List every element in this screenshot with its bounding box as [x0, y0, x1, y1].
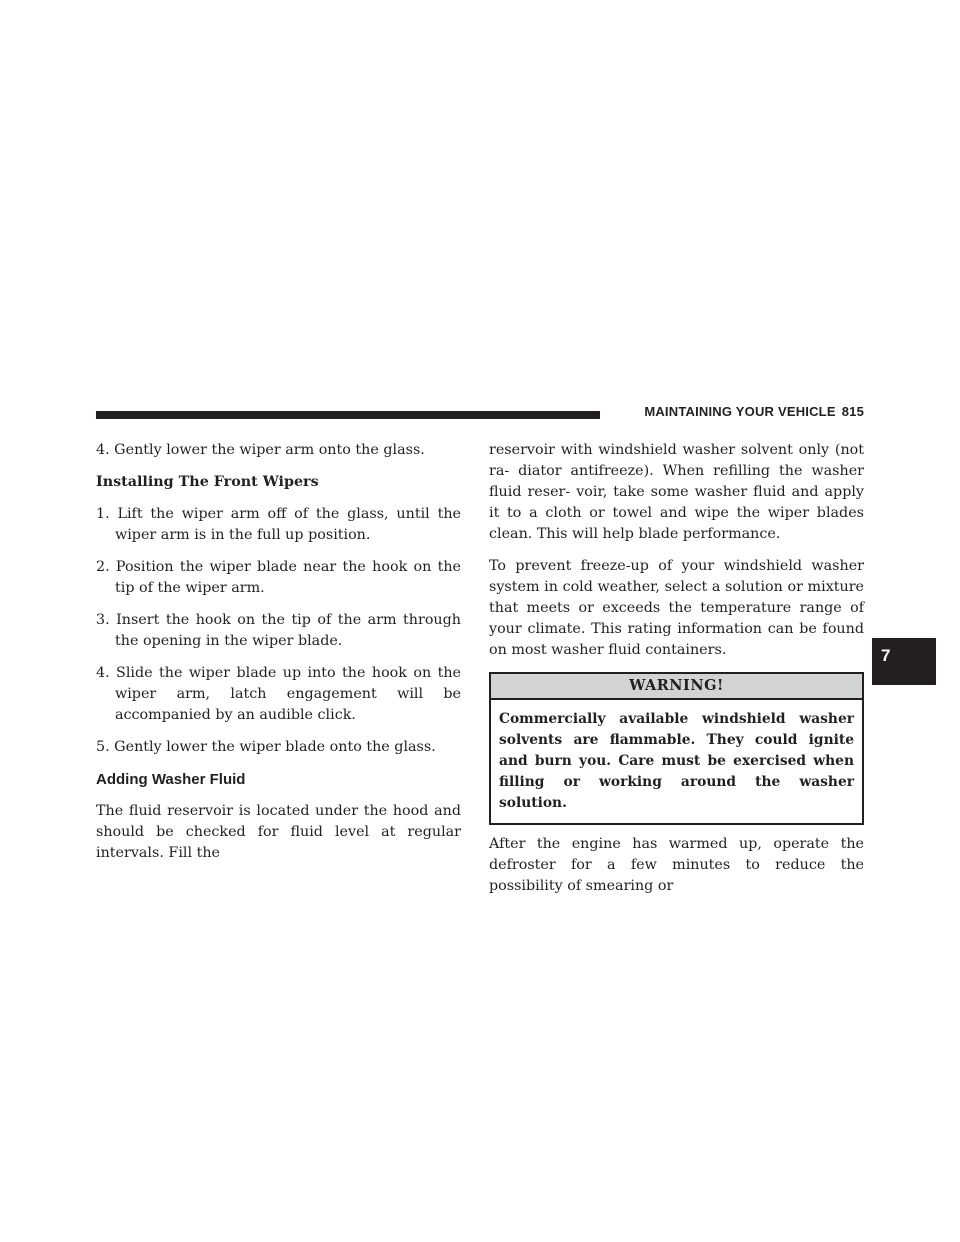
defroster-paragraph: After the engine has warmed up, operate the defroster for a few minutes to reduce the possibility of smearing or: [489, 836, 864, 894]
right-column: [489, 440, 864, 908]
warning-body: Commercially available windshield washer solvents are flammable. They could ignite and burn you. Care must be exercised when filling or working around the washer solution.: [499, 711, 854, 811]
running-header: [608, 404, 864, 419]
warning-title: WARNING!: [491, 674, 862, 700]
left-column: [96, 440, 461, 875]
list-item: 2. Position the wiper blade near the hook on the tip of the wiper arm.: [96, 559, 461, 596]
list-item: 5. Gently lower the wiper blade onto the glass.: [96, 739, 436, 755]
header-rule: [96, 411, 600, 419]
section-heading-adding-washer-fluid: Adding Washer Fluid: [96, 771, 246, 788]
subheading-installing-front-wipers: Installing The Front Wipers: [96, 474, 319, 490]
list-item: 4. Slide the wiper blade up into the hook on the wiper arm, latch engagement will be accompanied by an audible click.: [96, 665, 461, 723]
list-item: 3. Insert the hook on the tip of the arm through the opening in the wiper blade.: [96, 612, 461, 649]
list-item: 1. Lift the wiper arm off of the glass, until the wiper arm is in the full up position.: [96, 506, 461, 543]
warning-box: [489, 672, 864, 825]
chapter-tab: [872, 638, 936, 685]
page-number: 815: [841, 404, 864, 419]
reservoir-paragraph: reservoir with windshield washer solvent only (not ra- diator antifreeze). When refilling the washer fluid reser- voir, take some washer fluid and apply it to a cloth or towel and wipe the wiper blades clean. This will help blade performance.: [489, 442, 864, 542]
step-4-previous: 4. Gently lower the wiper arm onto the glass.: [96, 442, 425, 458]
install-steps-list: [96, 504, 461, 758]
header-title: MAINTAINING YOUR VEHICLE: [644, 404, 836, 419]
chapter-number: 7: [881, 646, 891, 665]
washer-fluid-paragraph: The fluid reservoir is located under the hood and should be checked for fluid level at regular intervals. Fill the: [96, 803, 461, 861]
freeze-up-paragraph: To prevent freeze-up of your windshield washer system in cold weather, select a solution or mixture that meets or exceeds the temperature range of your climate. This rating information can be found on most washer fluid containers.: [489, 558, 864, 658]
